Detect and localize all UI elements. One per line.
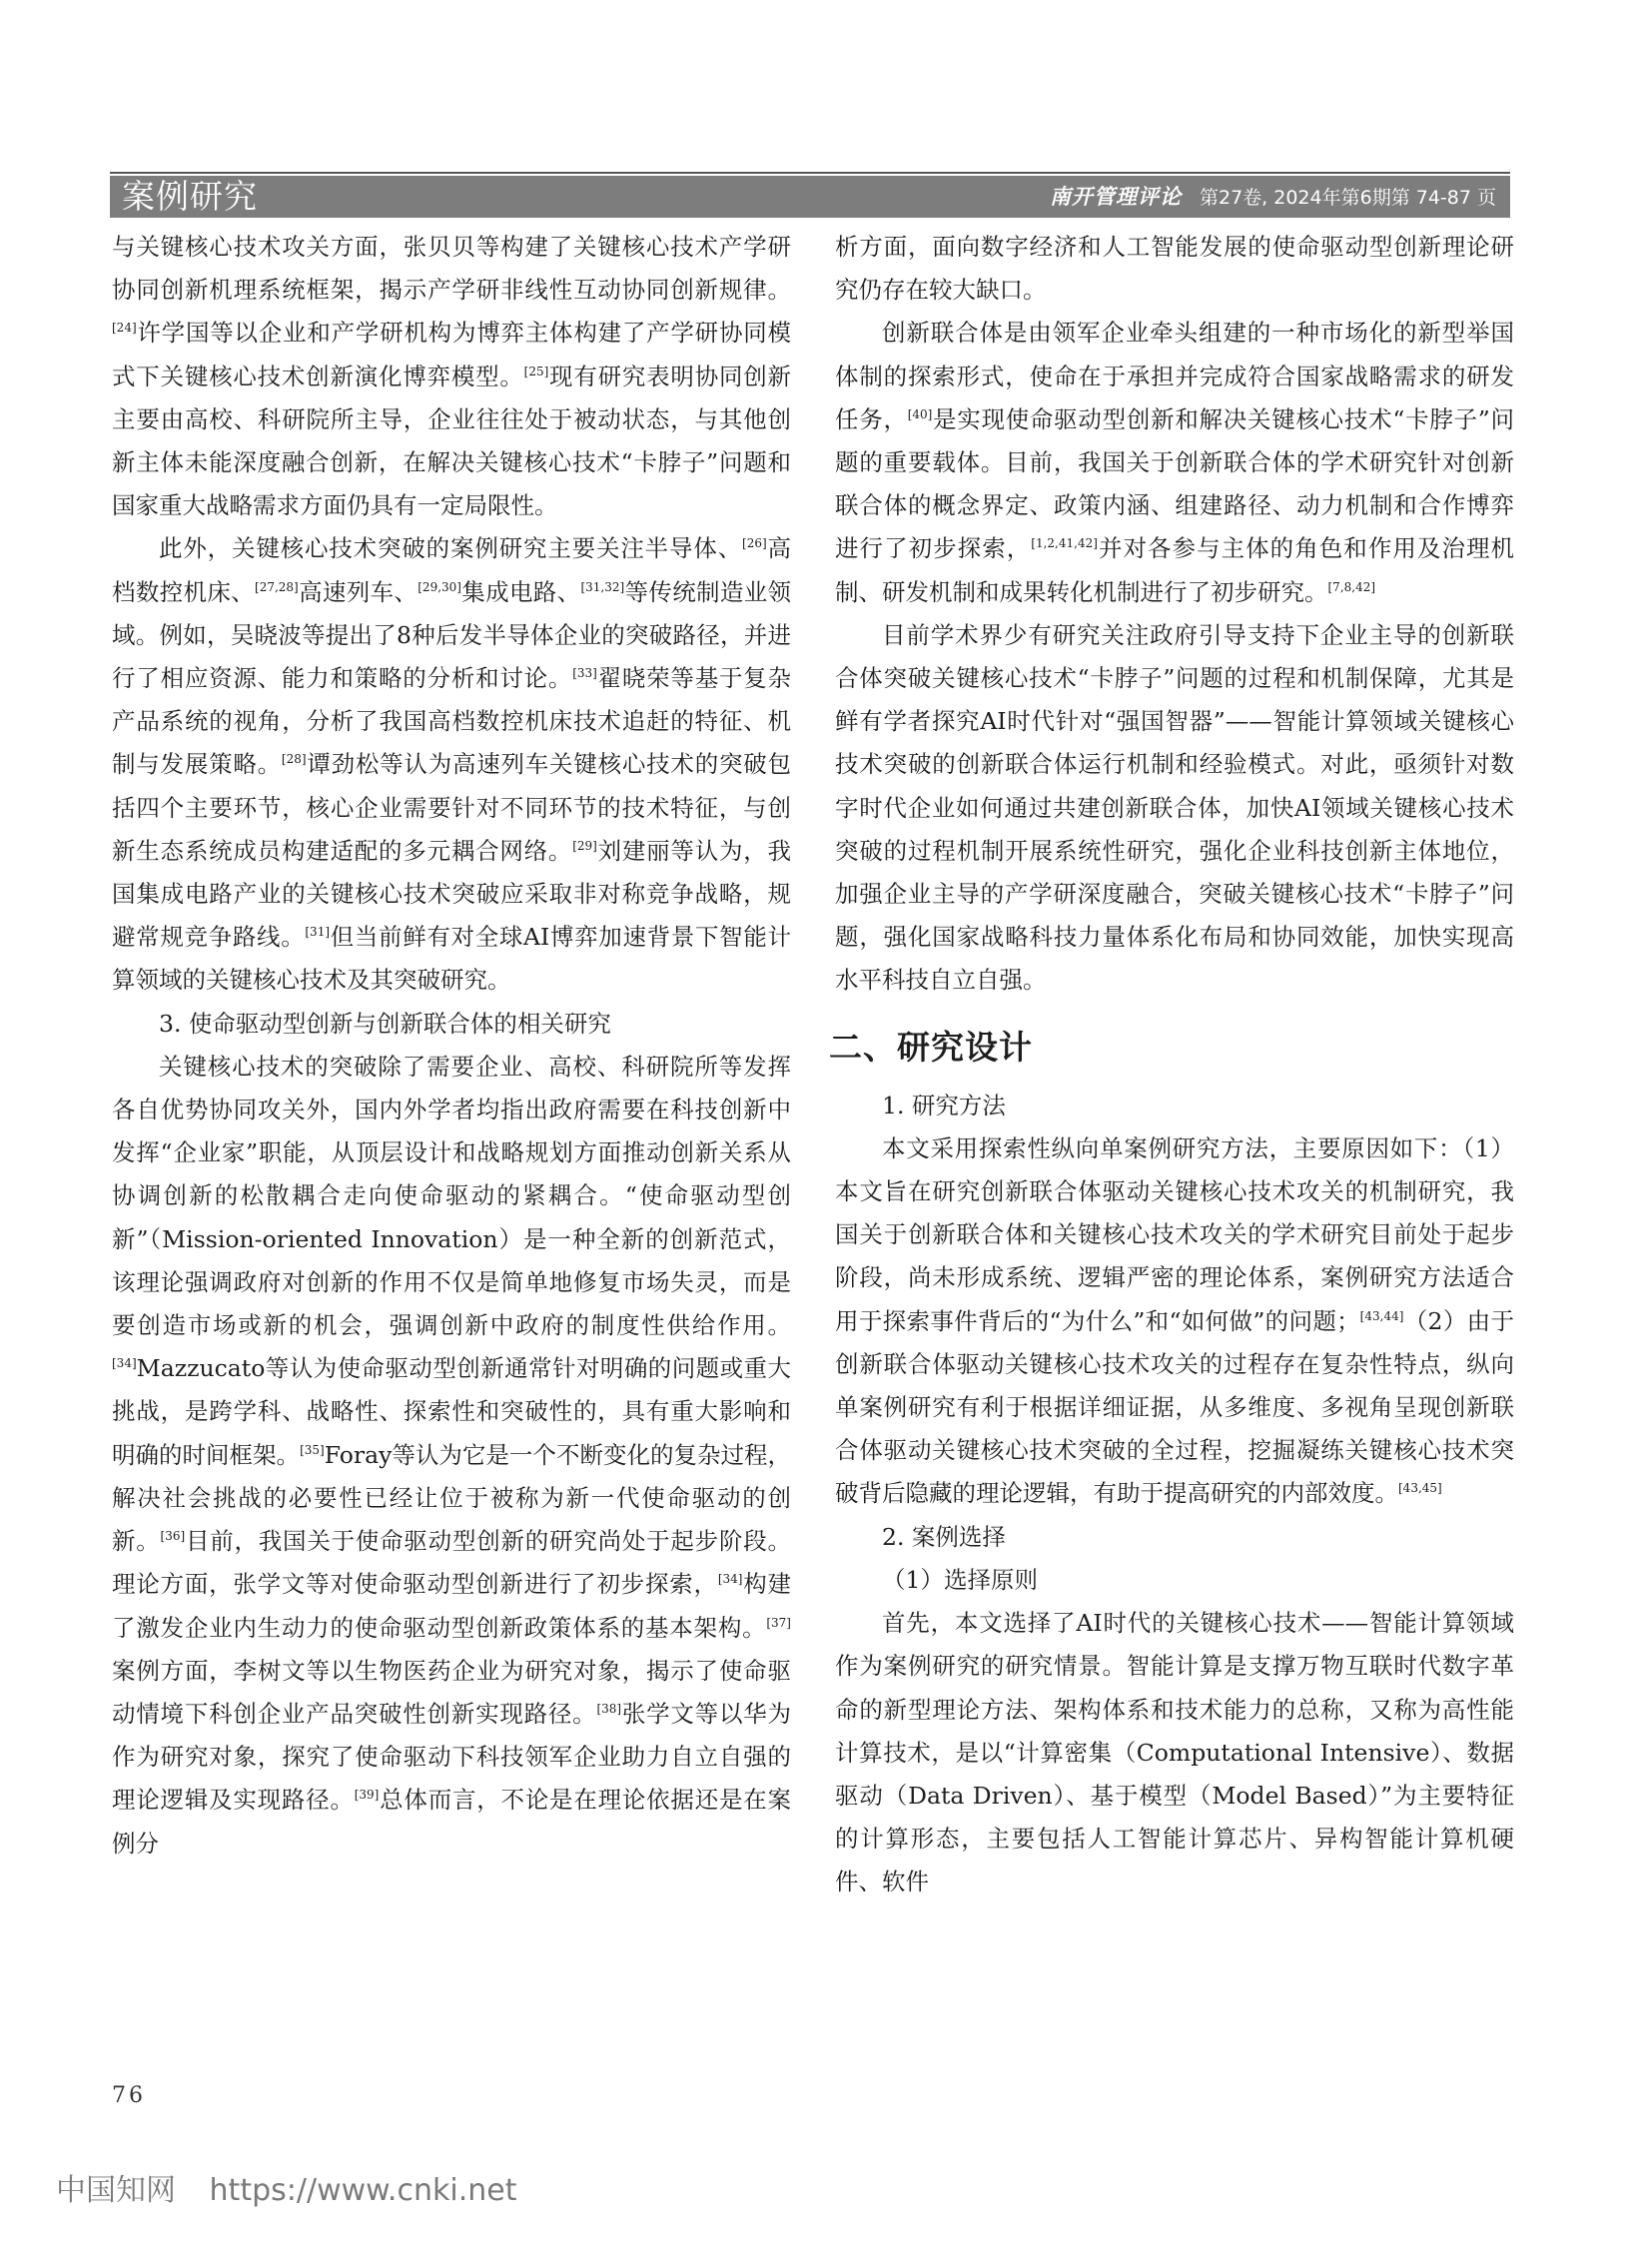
citation: [31] [305,925,331,940]
left-paragraph-2 [112,527,791,1002]
citation: [28] [281,752,307,767]
text-run: 张学文等以华为作为研究对象，探究了使命驱动下科技领军企业助力自立自强的理论逻辑及实现路径。 [112,1699,792,1815]
section-heading: 二、研究设计 [829,1027,1033,1067]
right-paragraph-5: 首先，本文选择了AI时代的关键核心技术——智能计算领域作为案例研究的研究情景。智能计算是支撑万物互联时代数字革命的新型理论方法、架构体系和技术能力的总称，又称为高性能计算技术，是以“计算密集（Computational Intensive）、数据驱动（Data Driven）、基于模型（Model Based）”为主要特征的计算形态，主要包括人工智能计算芯片、异构智能计算机硬件、软件 [835,1609,1514,1896]
subsection-heading-1: 1. 研究方法 [882,1091,1006,1120]
subsection-heading-3: 3. 使命驱动型创新与创新联合体的相关研究 [159,1009,611,1038]
right-paragraph-2: 创新联合体是由领军企业牵头组建的一种市场化的新型举国体制的探索形式，使命在于承担并完成符合国家战略需求的研发任务，[40]是实现使命驱动型创新和解决关键核心技术“卡脖子”问题的重要载体。目前，我国关于创新联合体的学术研究针对创新联合体的概念界定、政策内涵、组建路径、动力机制和合作博弈进行了初步探索，[1,2,41,42]并对各参与主体的角色和作用及治理机制、研发机制和成果转化机制进行了初步研究。[7,8,42] [835,319,1515,606]
header-rule [110,172,1510,174]
watermark-cnki-name: 中国知网 [56,2173,176,2208]
left-paragraph-1: 与关键核心技术攻关方面，张贝贝等构建了关键核心技术产学研协同创新机理系统框架，揭示产学研非线性互动协同创新规律。[24]许学国等以企业和产学研机构为博弈主体构建了产学研协同模式下关键核心技术创新演化博弈模型。[25]现有研究表明协同创新主要由高校、科研院所主导，企业往往处于被动状态，与其他创新主体未能深度融合创新，在解决关键核心技术“卡脖子”问题和国家重大战略需求方面仍具有一定局限性。 [112,233,792,520]
left-column [112,226,791,1866]
watermark [56,2165,516,2209]
page-number: 76 [112,2083,146,2108]
left-paragraph-3 [112,1046,791,1866]
text-run: 但当前鲜有对全球AI博弈加速背景下智能计算领域的关键核心技术及其突破研究。 [112,923,792,995]
text-run: 翟晓荣等基于复杂产品系统的视角，分析了我国高档数控机床技术追赶的特征、机制与发展策略。 [112,664,792,779]
page-header [110,176,1510,218]
text-run: 等传统制造业领域。例如，吴晓波等提出了8种后发半导体企业的突破路径，并进行了相应资源、能力和策略的分析和讨论。 [112,577,792,693]
text-run: Foray等认为它是一个不断变化的复杂过程，解决社会挑战的必要性已经让位于被称为新一代使命驱动的创新。 [112,1440,791,1556]
issue-info: 第27卷, 2024年第6期第 74-87 页 [1200,187,1496,209]
right-paragraph-4: 本文采用探索性纵向单案例研究方法，主要原因如下：（1）本文旨在研究创新联合体驱动关键核心技术攻关的机制研究，我国关于创新联合体和关键核心技术攻关的学术研究目前处于起步阶段，尚未形成系统、逻辑严密的理论体系，案例研究方法适合用于探索事件背后的“为什么”和“如何做”的问题；[43,44]（2）由于创新联合体驱动关键核心技术攻关的过程存在复杂性特点，纵向单案例研究有利于根据详细证据，从多维度、多视角呈现创新联合体驱动关键核心技术突破的全过程，挖掘凝练关键核心技术突破背后隐藏的理论逻辑，有助于提高研究的内部效度。[43,45] [835,1133,1514,1508]
citation: [37] [766,1615,791,1630]
right-paragraph-3: 目前学术界少有研究关注政府引导支持下企业主导的创新联合体突破关键核心技术“卡脖子”问题的过程和机制保障，尤其是鲜有学者探究AI时代针对“强国智器”——智能计算领域关键核心技术突破的创新联合体运行机制和经验模式。对此，亟须针对数字时代企业如何通过共建创新联合体，加快AI领域关键核心技术突破的过程机制开展系统性研究，强化企业科技创新主体地位，加强企业主导的产学研深度融合，突破关键核心技术“卡脖子”问题，强化国家战略科技力量体系化布局和协同效能，加快实现高水平科技自立自强。 [835,620,1514,995]
citation: [34] [112,1356,137,1371]
journal-info [1050,176,1496,219]
subsection-heading-2: 2. 案例选择 [882,1522,1006,1551]
text-run: 目前，我国关于使命驱动型创新的研究尚处于起步阶段。理论方面，张学文等对使命驱动型创新进行了初步探索， [112,1527,792,1599]
text-run: 此外，关键核心技术突破的案例研究主要关注半导体、 [159,534,743,563]
text-run: 构建了激发企业内生动力的使命驱动型创新政策体系的基本架构。 [112,1570,792,1642]
citation: [39] [354,1788,380,1803]
text-run: 谭劲松等认为高速列车关键核心技术的突破包括四个主要环节，核心企业需要针对不同环节的技术特征，与创新生态系统成员构建适配的多元耦合网络。 [112,750,792,865]
watermark-url: https://www.cnki.net [209,2173,517,2208]
text-run: 高档数控机床、 [112,534,792,606]
citation: [38] [596,1702,622,1717]
text-run: 高速列车、 [298,577,418,606]
journal-name: 南开管理评论 [1049,185,1182,209]
section-title: 案例研究 [122,177,258,216]
text-run: 关键核心技术的突破除了需要企业、高校、科研院所等发挥各自优势协同攻关外，国内外学者均指出政府需要在科技创新中发挥“企业家”职能，从顶层设计和战略规划方面推动创新关系从协调创新的松散耦合走向使命驱动的紧耦合。“使命驱动型创新”（Mission-oriented Innovation）是一种全新的创新范式，该理论强调政府对创新的作用不仅是简单地修复市场失灵，而是要创造市场或新的机会，强调创新中政府的制度性供给作用。 [112,1052,791,1340]
citation: [36] [160,1529,186,1544]
citation: [35] [300,1442,325,1457]
citation: [27,28] [255,579,299,594]
right-paragraph-1: 析方面，面向数字经济和人工智能发展的使命驱动型创新理论研究仍存在较大缺口。 [835,233,1514,305]
citation: [34] [717,1572,743,1587]
subsection-heading-2-1: （1）选择原则 [882,1565,1038,1594]
text-run: 总体而言，不论是在理论依据还是在案例分 [112,1786,792,1858]
text-run: 刘建丽等认为，我国集成电路产业的关键核心技术突破应采取非对称竞争战略，规避常规竞争路线。 [112,836,792,952]
citation: [26] [742,536,767,551]
right-column [829,226,1515,1904]
citation: [29] [572,839,597,854]
text-run: Mazzucato等认为使命驱动型创新通常针对明确的问题或重大挑战，是跨学科、战略性、探索性和突破性的，具有重大影响和明确的时间框架。 [112,1354,791,1469]
text-run: 案例方面，李树文等以生物医药企业为研究对象，揭示了使命驱动情境下科创企业产品突破性创新实现路径。 [112,1656,791,1728]
citation: [33] [572,666,597,681]
text-run: 集成电路、 [460,577,581,606]
citation: [29,30] [417,579,461,594]
citation: [31,32] [580,579,625,594]
